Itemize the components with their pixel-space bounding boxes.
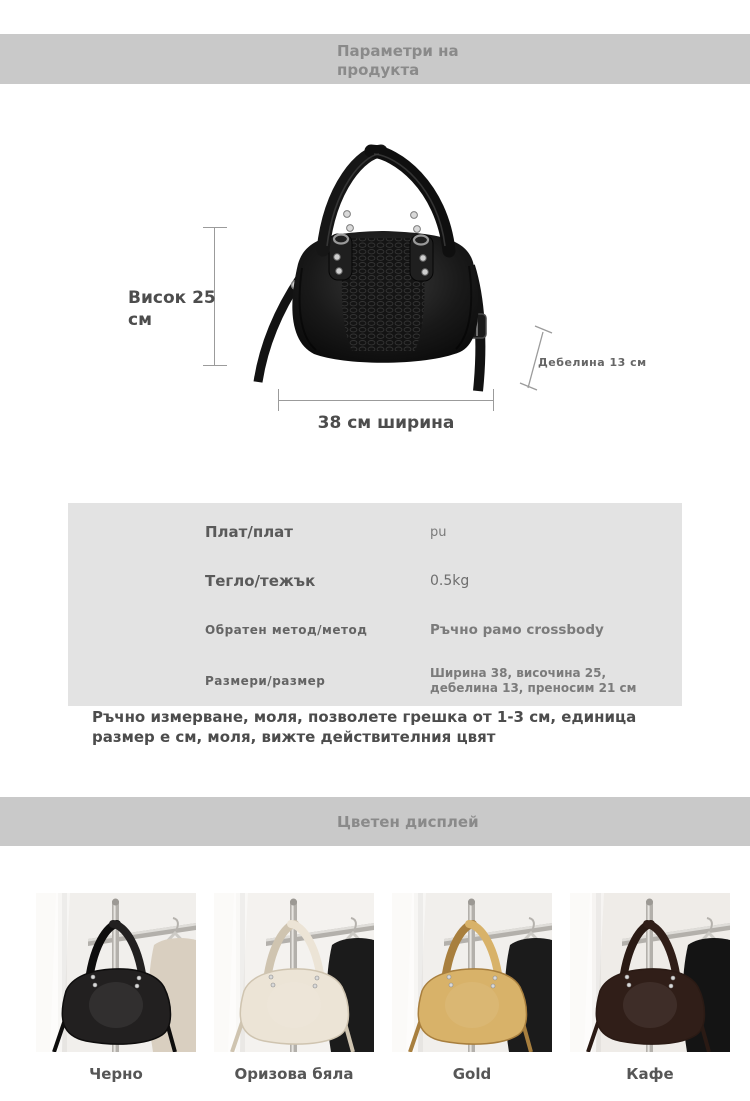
banner-title-line2: продукта — [337, 61, 420, 79]
width-dimension-label: 38 см ширина — [317, 413, 455, 433]
spec-row-weight — [68, 555, 682, 607]
color-photo-black — [36, 893, 196, 1052]
banner-title-line1: Параметри на — [337, 42, 459, 60]
spec-row-carry-method — [68, 607, 682, 653]
height-dimension-cap-bottom — [203, 365, 227, 366]
section-banner-parameters — [0, 34, 750, 84]
height-dimension-label: Висок 25 см — [128, 288, 216, 330]
color-label: Черно — [89, 1065, 143, 1083]
color-swatch-gold — [392, 893, 552, 1083]
spec-row-dimensions — [68, 653, 682, 709]
color-swatch-rice-white — [214, 893, 374, 1083]
spec-label: Обратен метод/метод — [205, 623, 368, 637]
spec-label: Размери/размер — [205, 674, 326, 688]
spec-value: Ширина 38, височина 25, дебелина 13, преносим 21 см — [430, 666, 637, 695]
color-swatch-black — [36, 893, 196, 1083]
height-dimension-cap-top — [203, 227, 227, 228]
section-banner-colors — [0, 797, 750, 846]
color-label: Оризова бяла — [234, 1065, 354, 1083]
color-label: Gold — [452, 1065, 492, 1083]
banner-title: Цветен дисплей — [337, 813, 479, 831]
width-dimension-cap-right — [493, 389, 494, 411]
product-photo-black-bag — [250, 138, 500, 393]
spec-label: Тегло/тежък — [205, 572, 316, 590]
color-swatch-row — [36, 893, 730, 1083]
spec-row-material — [68, 509, 682, 555]
color-label: Кафе — [626, 1065, 674, 1083]
color-photo-coffee — [570, 893, 730, 1052]
width-dimension-cap-left — [278, 389, 279, 411]
width-dimension-line — [278, 400, 494, 401]
depth-dimension-label: Дебелина 13 см — [538, 356, 647, 369]
spec-table — [68, 503, 682, 706]
spec-value: 0.5kg — [430, 573, 470, 589]
color-photo-rice-white — [214, 893, 374, 1052]
measurement-note: Ръчно измерване, моля, позволете грешка от 1-3 см, единица размер е см, моля, вижте действителния цвят — [92, 708, 637, 746]
spec-label: Плат/плат — [205, 523, 294, 541]
color-photo-gold — [392, 893, 552, 1052]
spec-value: pu — [430, 524, 447, 540]
color-swatch-coffee — [570, 893, 730, 1083]
spec-value: Ръчно рамо crossbody — [430, 622, 604, 638]
